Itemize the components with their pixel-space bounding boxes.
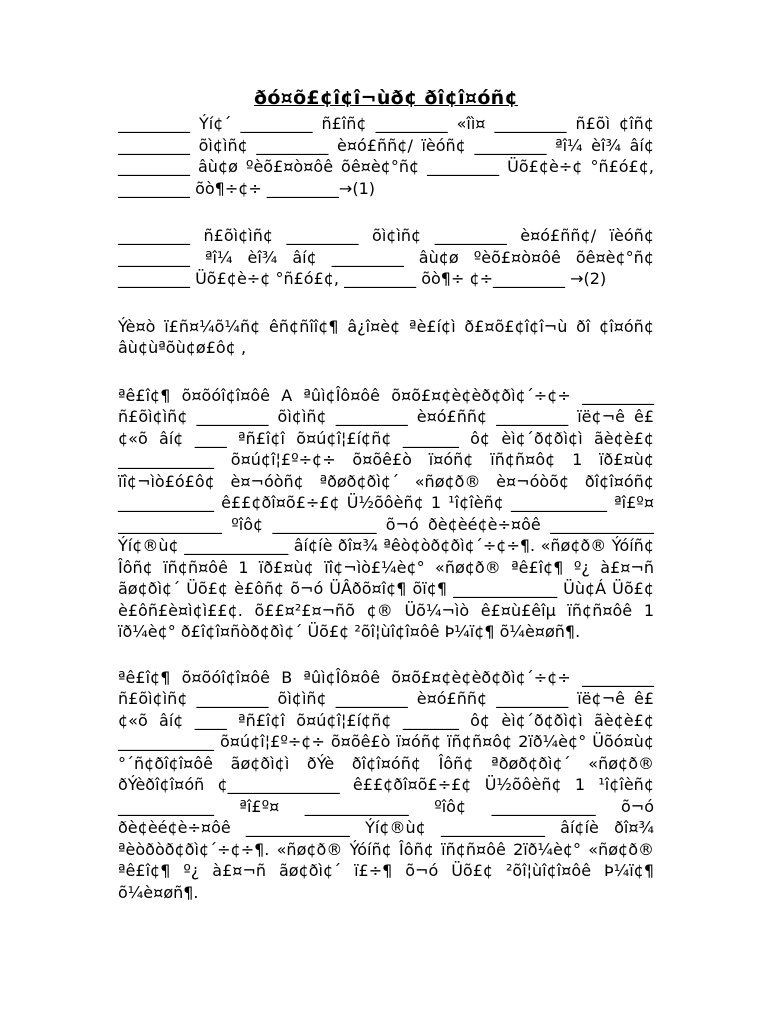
document-title: ðó¤õ£¢î¢î¬ùð¢ ðî¢î¤óñ¢: [253, 87, 519, 109]
paragraph-gap: [118, 199, 654, 225]
paragraph-gap: [118, 643, 654, 667]
paragraph-gap: [118, 359, 654, 385]
paragraph-party-2: _________ ñ£õì¢ìñ¢ _________ õì¢ìñ¢ _________ è¤ó£ññ¢/ ïèóñ¢ _________ ªî¼ èî¾ âí¢ _________ âù¢ø ºèõ£¤ò¤ôê õê¤è¢°ñ¢ _________ Üõ£¢è÷¢ °ñ£ó£¢, _________ õò¶÷ ¢÷_________ →(2): [118, 226, 654, 288]
paragraph-party-1: _________ Ýí¢´ _________ ñ£îñ¢ _________ «îì¤ _________ ñ£õì ¢îñ¢ _________ õì¢ìñ¢ _________ è¤ó£ññ¢/ ïèóñ¢ _________ ªî¼ èî¾ âí¢ _________ âù¢ø ºèõ£¤ò¤ôê õê¤è¢°ñ¢ _________ Üõ£¢è÷¢ °ñ£ó£¢, _________ õò¶÷¢÷ _________→(1): [118, 114, 654, 198]
paragraph-gap: [118, 290, 654, 316]
paragraph-schedule-a: ªê£î¢¶ õ¤õóî¢î¤ôê A ªûì¢Îô¤ôê õ¤õ£¤¢è¢èð¢ðì¢´÷¢÷ _________ ñ£õì¢ìñ¢ _________ õì¢ìñ¢ _________ è¤ó£ññ¢ _________ ïë¢¬ê ê£¢«õ âí¢ ____ ªñ£î¢î õ¤ú¢î¦£í¢ñ¢ _______ ô¢ èì¢´ð¢ðì¢ì ãè¢è£¢ ____________ õ¤ú¢î¦£º÷¢÷ õ¤õê£ò ï¤óñ¢ ïñ¢ñ¤ô¢ 1 ïð£¤ù¢ ïî¢¬ìò£ó£ô¢ è¤¬óòñ¢ ªðøð¢ðì¢´ «ñø¢ð® è¤¬óòõ¢ ðî¢î¤óñ¢ ____________ ê££¢ðî¤õ£÷£¢ Ü½õôèñ¢ 1 ¹î¢îèñ¢ ____________ ªî£º¤ _____________ ºîô¢ _____________ õ¬ó ðè¢èé¢è÷¤ôê _____________ Ýí¢®ù¢ _____________ âí¢íè ðî¤¾ ªêò¢òð¢ðì¢´÷¢÷¶. «ñø¢ð® Ýóíñ¢ Îôñ¢ ïñ¢ñ¤ôê 1 ïð£¤ù¢ ïî¢¬ìò£¼è¢° «ñø¢ð® ªê£î¢¶ º¿ à£¤¬ñ ãø¢ðì¢´ Üõ£¢ è£ôñ¢ õ¬ó ÜÂðõ¤î¢¶ õï¢¶ _____________ Üù¢Á Üõ£¢ è£ôñ£è¤ì¢ì££¢. õ££¤²£¤¬ñõ ¢® Üõ¼¬ìò ê£¤ù£êîµ ïñ¢ñ¤ôê 1 ïð¼è¢° ð£î¢î¤ñòð¢ðì¢´ Üõ£¢ ²õî¦ùî¢î¤ôê Þ¼ï¢¶ õ¼è¤øñ¶.: [118, 385, 654, 641]
document-page: [118, 86, 654, 903]
paragraph-intro: Ýè¤ò ï£ñ¤¼õ¼ñ¢ êñ¢ñîî¢¶ â¿î¤è¢ ªè£í¢ì ð£¤õ£¢î¢î¬ù ðî ¢î¤óñ¢ âù¢ùªõù¢ø£ô¢ ,: [118, 316, 654, 357]
paragraph-schedule-b: ªê£î¢¶ õ¤õóî¢î¤ôê B ªûì¢Îô¤ôê õ¤õ£¤¢è¢èð¢ðì¢´÷¢÷ _________ ñ£õì¢ìñ¢ _________ õì¢ìñ¢ _________ è¤ó£ññ¢ _________ ïë¢¬ê ê£¢«õ âí¢ ____ ªñ£î¢î õ¤ú¢î¦£í¢ñ¢ _______ ô¢ èì¢´ð¢ðì¢ì ãè¢è£¢ ____________ õ¤ú¢î¦£º÷¢÷ õ¤õê£ò ï¤óñ¢ ïñ¢ñ¤ô¢ 2ïð¼è¢° Üõó¤ù¢ °´ñ¢ðî¢î¤ôê ãø¢ðì¢ì ðÝè ðî¢î¤óñ¢ Îôñ¢ ªðøð¢ðì¢´ «ñø¢ð® ðÝèðî¢î¤óñ ¢______________ ê££¢ðî¤õ£÷£¢ Ü½õôèñ¢ 1 ¹î¢îèñ¢ ____________ ªî£º¤ _____________ ºîô¢ _____________ õ¬ó ðè¢èé¢è÷¤ôê _____________ Ýí¢®ù¢ _____________ âí¢íè ðî¤¾ ªèòðòð¢ðì¢´÷¢÷¶. «ñø¢ð® Ýóíñ¢ Îôñ¢ ïñ¢ñ¤ôê 2ïð¼è¢° «ñø¢ð® ªê£î¢¶ º¿ à£¤¬ñ ãø¢ðì¢´ ï£÷¶ õ¬ó Üõ£¢ ²õî¦ùî¢î¤ôê Þ¼ï¢¶ õ¼è¤øñ¶.: [118, 667, 654, 902]
